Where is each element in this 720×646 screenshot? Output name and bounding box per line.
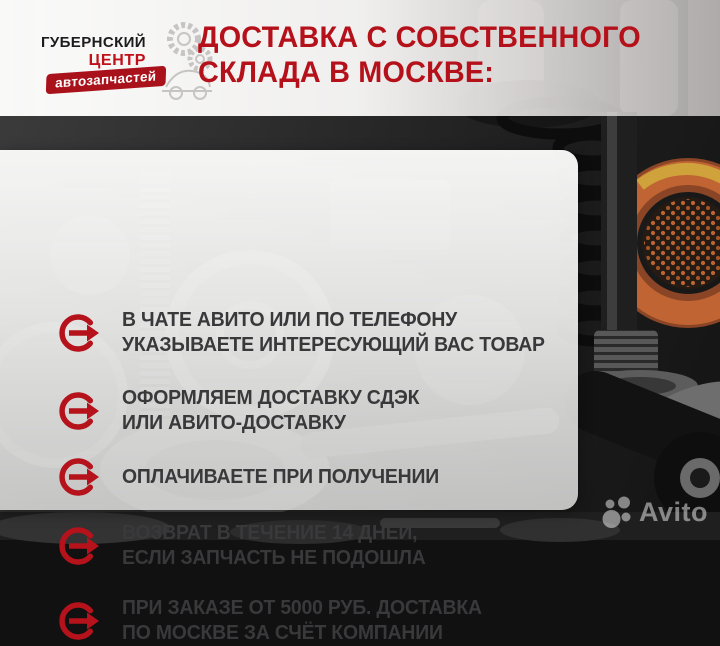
avito-label: Avito (639, 496, 708, 527)
brand-center-label: ЦЕНТР (88, 52, 146, 69)
step-item-3 (0, 455, 449, 499)
avito-watermark (601, 494, 708, 530)
title-line-1: ДОСТАВКА С СОБСТВЕННОГО (198, 21, 641, 54)
step-text (122, 386, 428, 436)
step-line: В ЧАТЕ АВИТО ИЛИ ПО ТЕЛЕФОНУ (122, 309, 458, 331)
exit-arrow-icon (56, 599, 100, 643)
exit-arrow-icon (56, 524, 100, 568)
step-item-2 (0, 386, 428, 436)
step-text (122, 308, 558, 358)
step-item-1 (0, 308, 558, 358)
exit-arrow-icon (56, 311, 100, 355)
step-line: ПРИ ЗАКАЗЕ ОТ 5000 РУБ. ДОСТАВКА (122, 597, 482, 619)
step-item-5 (0, 596, 493, 646)
brand-name: ГУБЕРНСКИЙ (40, 34, 146, 51)
brand-badge: автозапчастей (46, 66, 166, 94)
step-line: ОПЛАЧИВАЕТЕ ПРИ ПОЛУЧЕНИИ (122, 465, 440, 488)
exit-arrow-icon (56, 389, 100, 433)
step-item-4 (0, 521, 435, 571)
step-text (122, 596, 493, 646)
step-line: УКАЗЫВАЕТЕ ИНТЕРЕСУЮЩИЙ ВАС ТОВАР (122, 334, 545, 356)
step-line: ОФОРМЛЯЕМ ДОСТАВКУ СДЭК (122, 387, 420, 409)
delivery-steps-panel (0, 150, 578, 644)
avito-logo-icon (601, 494, 635, 530)
step-line: ПО МОСКВЕ ЗА СЧЁТ КОМПАНИИ (122, 622, 443, 644)
step-text (122, 465, 449, 490)
page-title (198, 20, 641, 90)
title-line-2: СКЛАДА В МОСКВЕ: (198, 56, 495, 89)
step-line: ЕСЛИ ЗАПЧАСТЬ НЕ ПОДОШЛА (122, 547, 426, 569)
step-line: ИЛИ АВИТО-ДОСТАВКУ (122, 412, 346, 434)
step-line: ВОЗВРАТ В ТЕЧЕНИЕ 14 ДНЕЙ, (122, 522, 418, 544)
step-text (122, 521, 435, 571)
brand-logo (38, 22, 188, 102)
exit-arrow-icon (56, 455, 100, 499)
